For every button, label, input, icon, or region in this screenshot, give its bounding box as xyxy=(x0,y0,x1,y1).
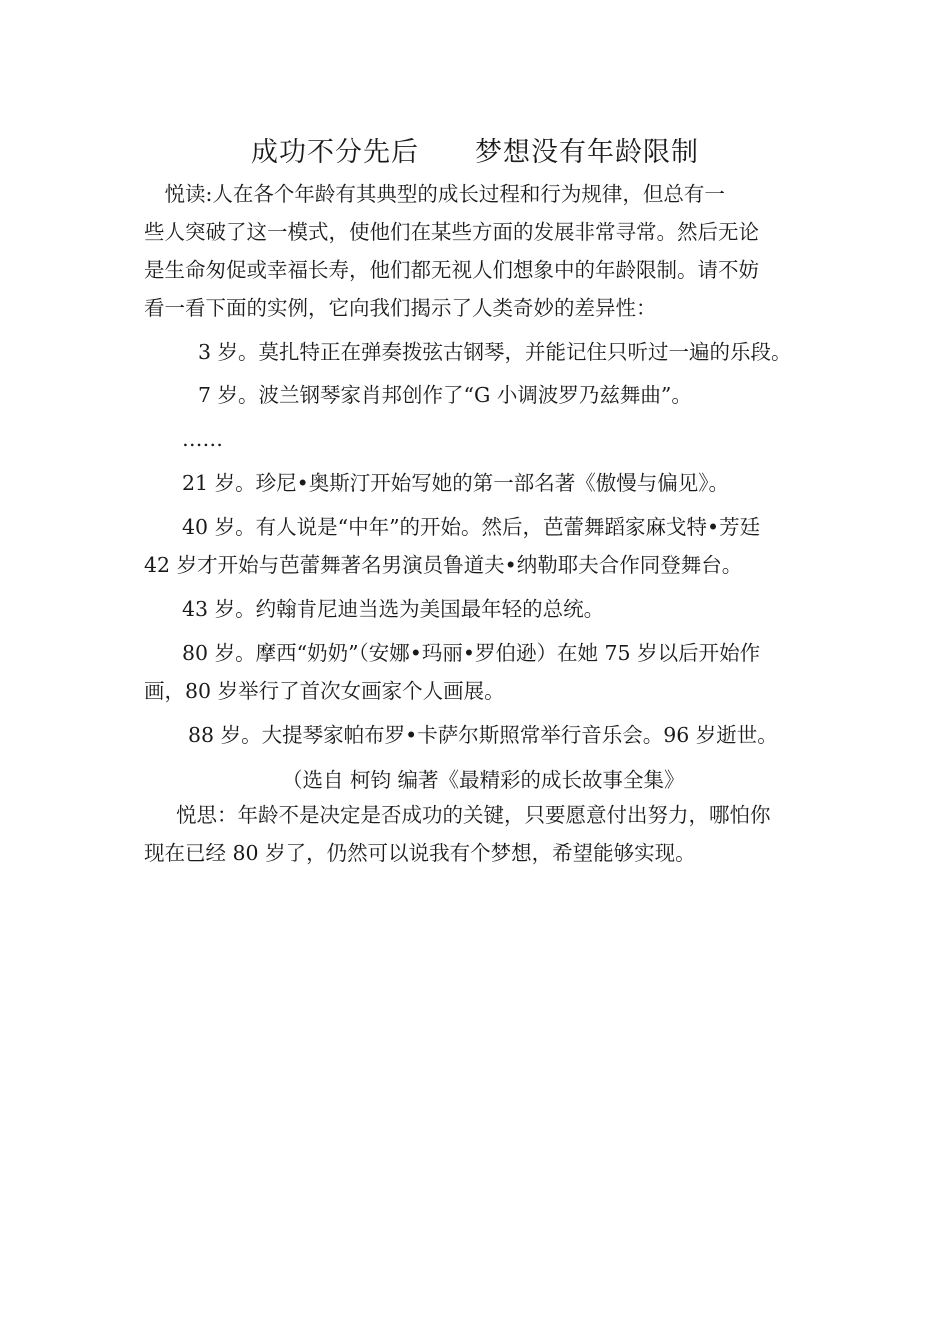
paragraph-line-intro-4: 看一看下面的实例，它向我们揭示了人类奇妙的差异性： xyxy=(144,296,657,320)
ellipsis: …… xyxy=(182,427,223,451)
reflection-line-1: 悦思：年龄不是决定是否成功的关键，只要愿意付出努力，哪怕你 xyxy=(176,803,771,827)
example-age-88: 88 岁。大提琴家帕布罗•卡萨尔斯照常举行音乐会。96 岁逝世。 xyxy=(188,723,778,747)
example-age-3: 3 岁。莫扎特正在弹奏拨弦古钢琴，并能记住只听过一遍的乐段。 xyxy=(198,340,792,364)
example-age-40-line-1: 40 岁。有人说是“中年”的开始。然后，芭蕾舞蹈家麻戈特•芳廷 xyxy=(182,515,761,539)
paragraph-line-intro-1: 悦读:人在各个年龄有其典型的成长过程和行为规律，但总有一 xyxy=(144,182,725,206)
reflection-line-2: 现在已经 80 岁了，仍然可以说我有个梦想，希望能够实现。 xyxy=(144,841,696,865)
paragraph-line-intro-2: 些人突破了这一模式，使他们在某些方面的发展非常寻常。然后无论 xyxy=(144,220,759,244)
example-age-80-line-2: 画，80 岁举行了首次女画家个人画展。 xyxy=(144,679,505,703)
example-age-40-line-2: 42 岁才开始与芭蕾舞著名男演员鲁道夫•纳勒耶夫合作同登舞台。 xyxy=(144,553,743,577)
paragraph-line-intro-3: 是生命匆促或幸福长寿，他们都无视人们想象中的年龄限制。请不妨 xyxy=(144,258,759,282)
example-age-7: 7 岁。波兰钢琴家肖邦创作了“G 小调波罗乃兹舞曲”。 xyxy=(198,383,692,407)
document-title: 成功不分先后 梦想没有年龄限制 xyxy=(251,137,699,168)
example-age-43: 43 岁。约翰肯尼迪当选为美国最年轻的总统。 xyxy=(182,597,605,621)
source-citation: （选自 柯钧 编著《最精彩的成长故事全集》 xyxy=(282,768,685,792)
example-age-21: 21 岁。珍尼•奥斯汀开始写她的第一部名著《傲慢与偏见》。 xyxy=(182,471,729,495)
example-age-80-line-1: 80 岁。摩西“奶奶”（安娜•玛丽•罗伯逊）在她 75 岁以后开始作 xyxy=(182,641,761,665)
